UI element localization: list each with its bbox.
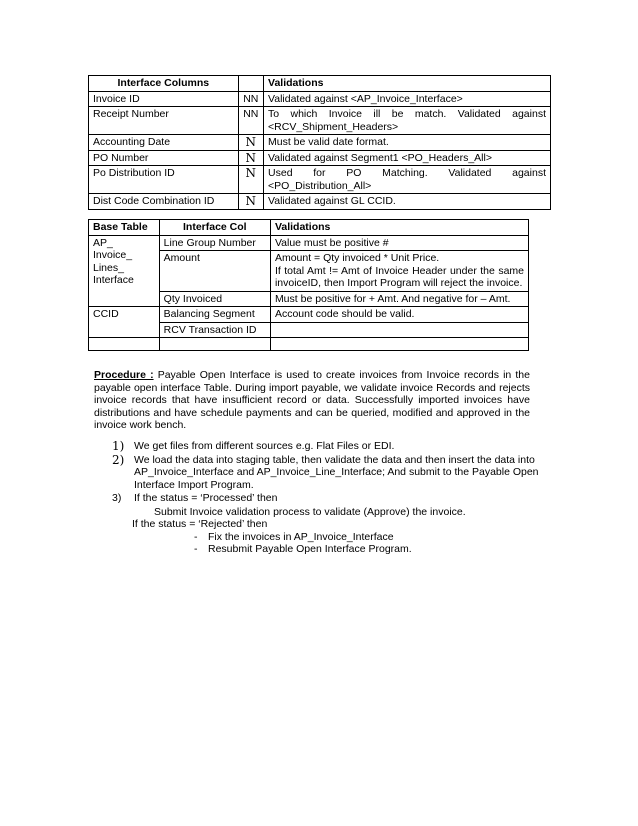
header-validations: Validations bbox=[270, 220, 528, 236]
interface-col-cell: RCV Transaction ID bbox=[159, 322, 270, 338]
validation-cell: Must be valid date format. bbox=[264, 135, 551, 151]
table-row bbox=[89, 235, 529, 251]
interface-col-cell: Line Group Number bbox=[159, 235, 270, 251]
empty-cell bbox=[159, 338, 270, 351]
validation-cell: Amount = Qty invoiced * Unit Price. If total Amt != Amt of Invoice Header under the same invoiceID, then Import Program will reject the invoice. bbox=[270, 251, 528, 292]
step-number: 2) bbox=[112, 452, 125, 467]
table-row bbox=[89, 91, 551, 107]
dash-bullet: - bbox=[194, 543, 198, 555]
table-row bbox=[89, 107, 551, 135]
validation-cell: Account code should be valid. bbox=[270, 307, 528, 323]
interface-columns-table bbox=[88, 75, 551, 210]
step-number: 3) bbox=[112, 492, 122, 504]
validation-cell: Validated against <AP_Invoice_Interface> bbox=[264, 91, 551, 107]
validation-cell: Value must be positive # bbox=[270, 235, 528, 251]
interface-column-cell: PO Number bbox=[89, 150, 239, 166]
table-row bbox=[89, 194, 551, 210]
interface-column-cell: Po Distribution ID bbox=[89, 166, 239, 194]
interface-col-cell: Amount bbox=[159, 251, 270, 292]
validation-cell: Validated against GL CCID. bbox=[264, 194, 551, 210]
dash-item-text: Fix the invoices in AP_Invoice_Interface bbox=[208, 530, 394, 543]
header-null-flag bbox=[238, 76, 263, 92]
header-base-table: Base Table bbox=[89, 220, 160, 236]
header-interface-col: Interface Col bbox=[159, 220, 270, 236]
step-text: We load the data into staging table, then validate the data and then insert the data into AP_Invoice_Interface and AP_Invoice_Line_Interface; And submit to the Payable Open Interface Import Program. bbox=[134, 453, 539, 491]
procedure-paragraph bbox=[94, 369, 530, 432]
table-row bbox=[89, 166, 551, 194]
validation-cell bbox=[270, 322, 528, 338]
procedure-heading: Procedure : bbox=[94, 369, 154, 381]
table-row bbox=[89, 338, 529, 351]
base-table-cell: AP_ Invoice_ Lines_ Interface bbox=[89, 235, 160, 307]
dash-bullet: - bbox=[194, 530, 198, 543]
interface-column-cell: Accounting Date bbox=[89, 135, 239, 151]
procedure-steps bbox=[94, 440, 539, 556]
interface-column-cell: Receipt Number bbox=[89, 107, 239, 135]
table-row bbox=[89, 150, 551, 166]
null-flag-cell: N bbox=[238, 150, 263, 166]
validation-cell: Validated against Segment1 <PO_Headers_All> bbox=[264, 150, 551, 166]
base-table-validations bbox=[88, 219, 529, 351]
step-text: We get files from different sources e.g. Flat Files or EDI. bbox=[134, 440, 395, 452]
step-number: 1) bbox=[112, 439, 125, 453]
null-flag-cell: N bbox=[238, 135, 263, 151]
procedure-text: Payable Open Interface is used to create invoices from Invoice records in the payable open interface Table. During import payable, we validate invoice Records and rejects invoice records that have insufficient record or data. Successfully imported invoices have distributions and have schedule payments and can be queried, modified and approved in the invoice work bench. bbox=[94, 369, 530, 431]
validation-cell: To which Invoice ill be match. Validated against <RCV_Shipment_Headers> bbox=[264, 107, 551, 135]
table-row bbox=[89, 307, 529, 323]
base-table-cell: CCID bbox=[89, 307, 160, 338]
empty-cell bbox=[89, 338, 160, 351]
header-interface-columns: Interface Columns bbox=[89, 76, 239, 92]
empty-cell bbox=[270, 338, 528, 351]
submit-line: Submit Invoice validation process to validate (Approve) the invoice. bbox=[154, 505, 466, 518]
interface-col-cell: Balancing Segment bbox=[159, 307, 270, 323]
list-item bbox=[94, 454, 539, 492]
interface-column-cell: Invoice ID bbox=[89, 91, 239, 107]
dash-item-text: Resubmit Payable Open Interface Program. bbox=[208, 543, 412, 555]
list-item bbox=[94, 543, 539, 556]
step-text: If the status = ‘Processed’ then bbox=[134, 492, 278, 504]
rejected-line: If the status = ‘Rejected’ then bbox=[132, 518, 268, 530]
list-item bbox=[94, 492, 539, 505]
table-row bbox=[89, 135, 551, 151]
list-item bbox=[94, 440, 539, 453]
table-header-row bbox=[89, 76, 551, 92]
interface-column-cell: Dist Code Combination ID bbox=[89, 194, 239, 210]
null-flag-cell: N bbox=[238, 166, 263, 194]
table-header-row bbox=[89, 220, 529, 236]
null-flag-cell: NN bbox=[238, 91, 263, 107]
header-validations: Validations bbox=[264, 76, 551, 92]
null-flag-cell: NN bbox=[238, 107, 263, 135]
validation-cell: Used for PO Matching. Validated against <PO_Distribution_All> bbox=[264, 166, 551, 194]
interface-col-cell: Qty Invoiced bbox=[159, 291, 270, 307]
list-item bbox=[94, 531, 539, 544]
null-flag-cell: N bbox=[238, 194, 263, 210]
validation-cell: Must be positive for + Amt. And negative for – Amt. bbox=[270, 291, 528, 307]
